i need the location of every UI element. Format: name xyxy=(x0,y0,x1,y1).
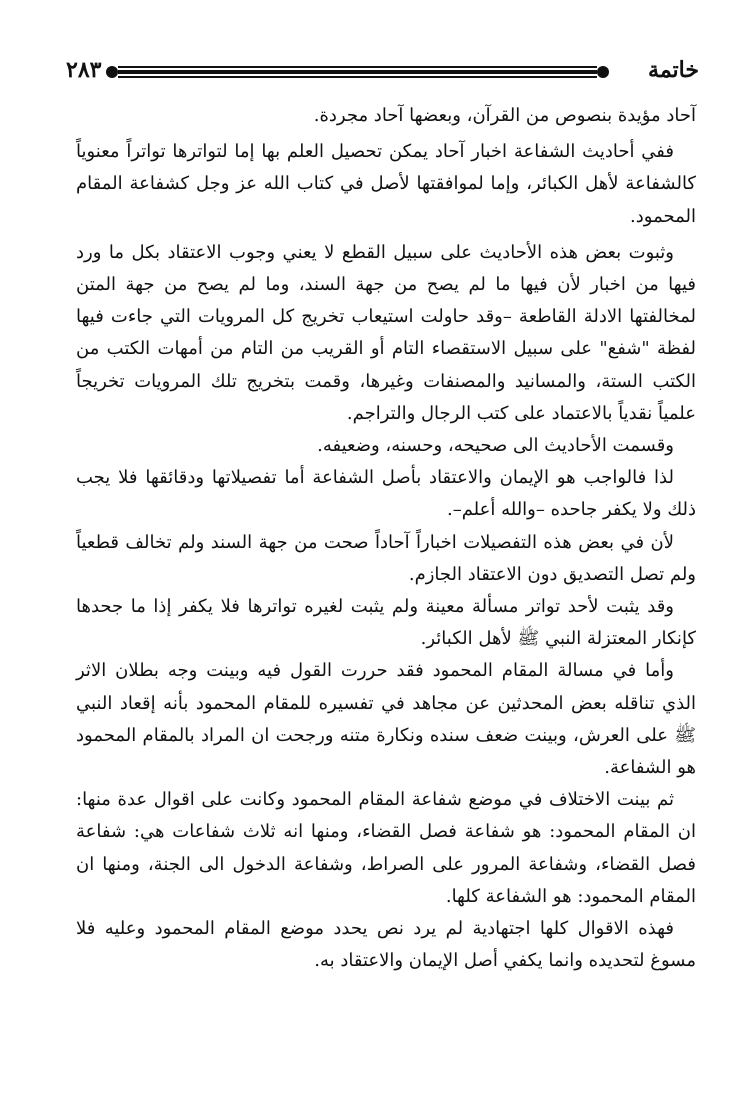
paragraph-9: ثم بينت الاختلاف في موضع شفاعة المقام المحمود وكانت على اقوال عدة منها: ان المقام المحمود: هو شفاعة فصل القضاء، ومنها انه ثلاث شفاعات هي: شفاعة فصل القضاء، وشفاعة المرور على الصراط، وشفاعة الدخول الى الجنة، ومنها ان المقام المحمود: هو الشفاعة كلها. xyxy=(76,789,696,907)
paragraph-10: فهذه الاقوال كلها اجتهادية لم يرد نص يحدد موضع المقام المحمود وعليه فلا مسوغ لتحديده وانما يكفي أصل الإيمان والاعتقاد به. xyxy=(76,918,696,972)
header-ornamental-rule xyxy=(118,66,597,78)
paragraph-7: وقد يثبت لأحد تواتر مسألة معينة ولم يثبت لغيره تواترها فلا يكفر إذا ما جحدها كإنكار المعتزلة النبي ﷺ لأهل الكبائر. xyxy=(76,596,696,650)
page-header xyxy=(66,54,699,90)
header-rule-cap-left xyxy=(106,66,118,78)
chapter-title: خاتمة xyxy=(648,57,699,83)
header-rule-cap-right xyxy=(597,66,609,78)
page-number: ٢٨٣ xyxy=(66,57,102,83)
paragraph-1: آحاد مؤيدة بنصوص من القرآن، وبعضها آحاد مجردة. xyxy=(313,105,696,126)
paragraph-4: وقسمت الأحاديث الى صحيحه، وحسنه، وضعيفه. xyxy=(317,435,674,457)
paragraph-3: وثبوت بعض هذه الأحاديث على سبيل القطع لا يعني وجوب الاعتقاد بكل ما ورد فيها من اخبار لأن فيها ما لم يصح من جهة السند، وما لم يصح من جهة المتن لمخالفتها الادلة القاطعة –وقد حاولت استيعاب تخريج كل المرويات التي جاءت فيها لفظة "شفع" على سبيل الاستقصاء التام أو القريب من التام من أمهات الكتب من الكتب الستة، والمسانيد والمصنفات وغيرها، وقمت بتخريج تلك المرويات تخريجاً علمياً نقدياً بالاعتماد على كتب الرجال والتراجم. xyxy=(76,241,696,424)
page-body xyxy=(76,100,696,977)
paragraph-5: لذا فالواجب هو الإيمان والاعتقاد بأصل الشفاعة أما تفصيلاتها ودقائقها فلا يجب ذلك ولا يكفر جاحده –والله أعلم–. xyxy=(76,467,696,521)
paragraph-2: ففي أحاديث الشفاعة اخبار آحاد يمكن تحصيل العلم بها إما لتواترها تواتراً معنوياً كالشفاعة لأهل الكبائر، وإما لموافقتها لأصل في كتاب الله عز وجل كشفاعة المقام المحمود. xyxy=(76,141,696,227)
paragraph-8: وأما في مسالة المقام المحمود فقد حررت القول فيه وبينت وجه بطلان الاثر الذي تناقله بعض المحدثين عن مجاهد في تفسيره للمقام المحمود بأنه إقعاد النبي ﷺ على العرش، وبينت ضعف سنده ونكارة متنه ورجحت ان المراد بالمقام المحمود هو الشفاعة. xyxy=(76,660,696,779)
paragraph-6: لأن في بعض هذه التفصيلات اخباراً آحاداً صحت من جهة السند ولم تخالف قطعياً ولم تصل التصديق دون الاعتقاد الجازم. xyxy=(76,531,696,585)
